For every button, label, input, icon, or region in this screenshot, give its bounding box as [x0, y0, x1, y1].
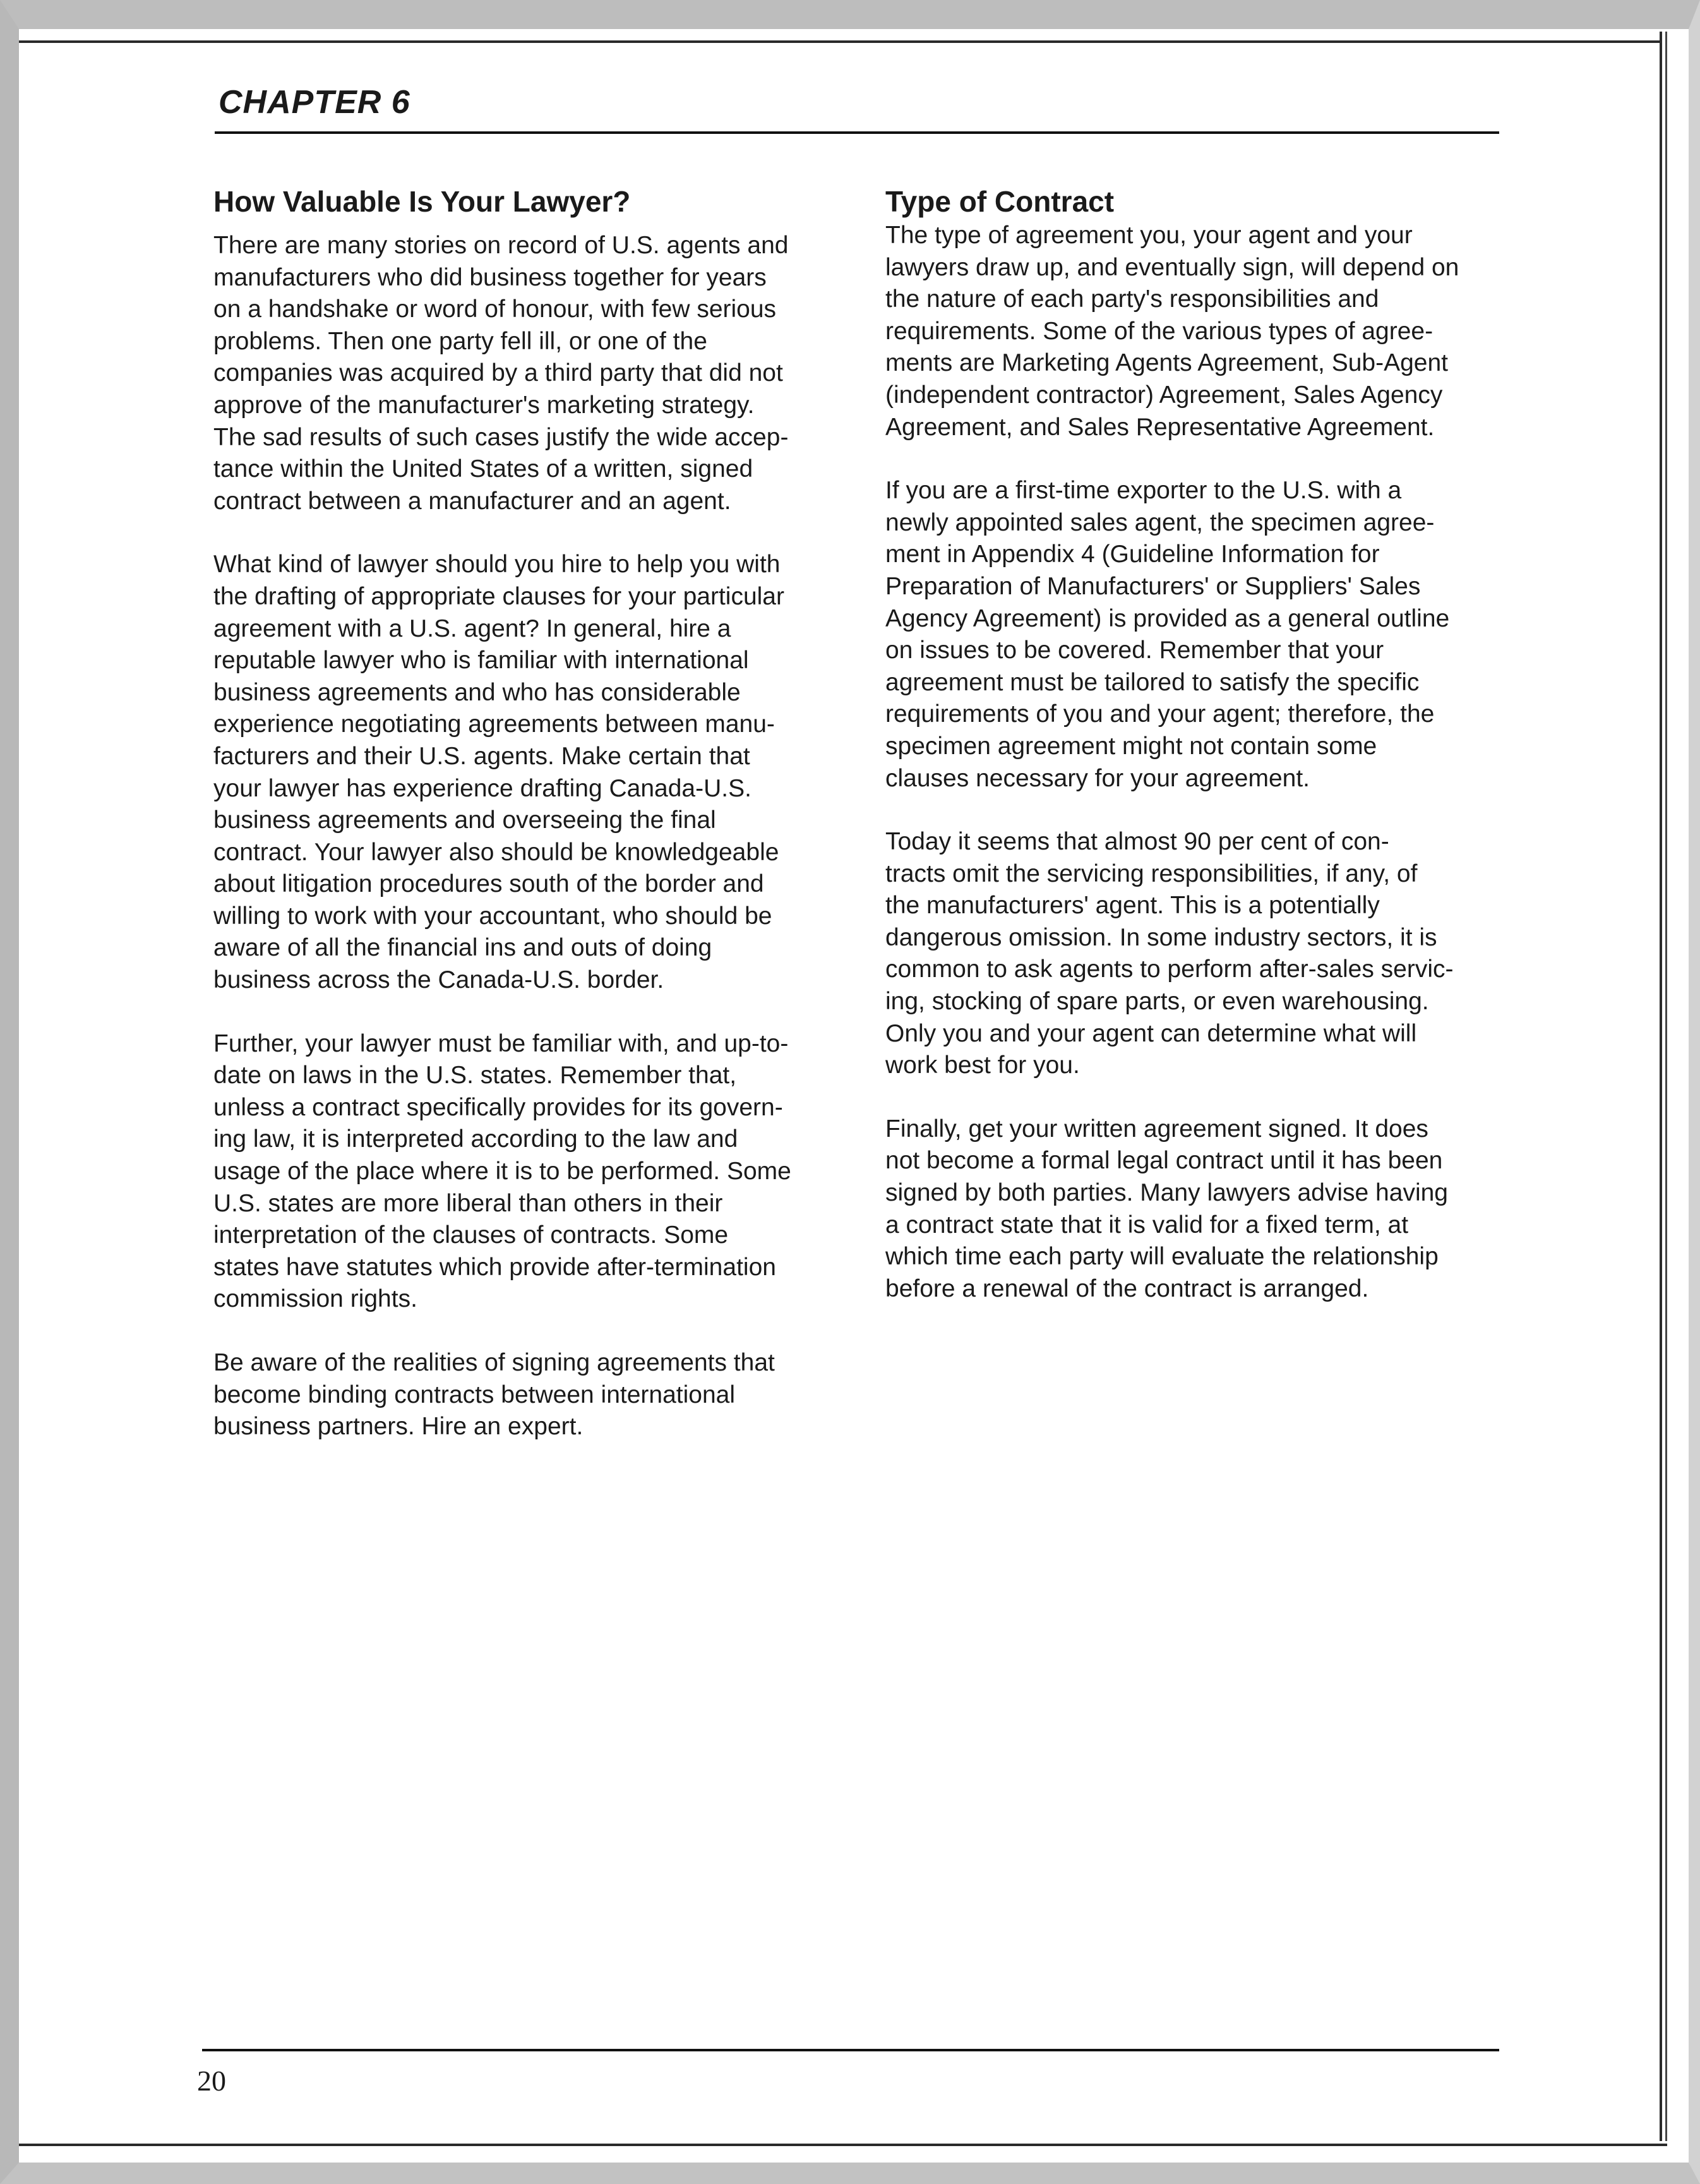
left-paragraph-4: Be aware of the realities of signing agreements that become binding contracts between international business partners. Hire an expert.	[213, 1349, 775, 1441]
right-paragraph-4: Finally, get your written agreement signed. It does not become a formal legal contract until it has been signed by both parties. Many lawyers advise having a contract state that it is valid for a fixed term, at which time each party will evaluate the relationship before a renewal of the contract is arranged.	[885, 1115, 1448, 1302]
right-paragraph-2: If you are a first-time exporter to the U.S. with a newly appointed sales agent, the specimen agree- ment in Appendix 4 (Guideline Information for Preparation of Manufacturers' or Suppliers' Sales Agency Agreement) is provided as a general outline on issues to be covered. Remember that your agreement must be tailored to satisfy the specific requirements of you and your agent; therefore, the specimen agreement might not contain some clauses necessary for your agreement.	[885, 477, 1450, 792]
chapter-label: CHAPTER 6	[218, 84, 410, 121]
header-rule	[215, 131, 1499, 134]
contract-section-heading: Type of Contract	[885, 185, 1115, 218]
page-edge-right	[1660, 32, 1667, 2141]
left-paragraph-3: Further, your lawyer must be familiar with, and up-to- date on laws in the U.S. states. Remember that, unless a contract specifically provides for its govern- ing law, it is interpreted according to the law and usage of the place where it is to be performed. Some U.S. states are more liberal than others in their interpretation of the clauses of contracts. Some states have statutes which provide after-termination commission rights.	[213, 1029, 791, 1313]
footer-rule	[202, 2049, 1499, 2051]
right-paragraph-3: Today it seems that almost 90 per cent of con- tracts omit the servicing responsibilities, if any, of the manufacturers' agent. This is a potentially dangerous omission. In some industry sectors, it is common to ask agents to perform after-sales servic- ing, stocking of spare parts, or even warehousing. Only you and your agent can determine what will work best for you.	[885, 828, 1454, 1079]
right-paragraph-1: The type of agreement you, your agent and your lawyers draw up, and eventually sign, will depend on the nature of each party's responsibilities and requirements. Some of the various types of agree- ments are Marketing Agents Agreement, Sub-Agent (independent contractor) Agreement, Sales Agency Agreement, and Sales Representative Agreement.	[885, 222, 1459, 441]
left-paragraph-2: What kind of lawyer should you hire to help you with the drafting of appropriate clauses for your particular agreement with a U.S. agent? In general, hire a reputable lawyer who is familiar with international business agreements and who has considerable experience negotiating agreements between manu- facturers and their U.S. agents. Make certain that your lawyer has experience drafting Canada-U.S. business agreements and overseeing the final contract. Your lawyer also should be knowledgeable about litigation procedures south of the border and willing to work with your accountant, who should be aware of all the financial ins and outs of doing business across the Canada-U.S. border.	[213, 551, 784, 994]
right-column	[885, 183, 1503, 1336]
lawyer-section-heading: How Valuable Is Your Lawyer?	[213, 185, 631, 218]
page-edge-top	[19, 40, 1661, 43]
page-number: 20	[197, 2065, 226, 2097]
left-paragraph-1: There are many stories on record of U.S. agents and manufacturers who did business together for years on a handshake or word of honour, with few serious problems. Then one party fell ill, or one of the companies was acquired by a third party that did not approve of the manufacturer's marketing strategy. The sad results of such cases justify the wide accep- tance within the United States of a written, signed contract between a manufacturer and an agent.	[213, 232, 789, 515]
left-column	[213, 183, 832, 1475]
page-edge-bottom	[19, 2144, 1667, 2146]
